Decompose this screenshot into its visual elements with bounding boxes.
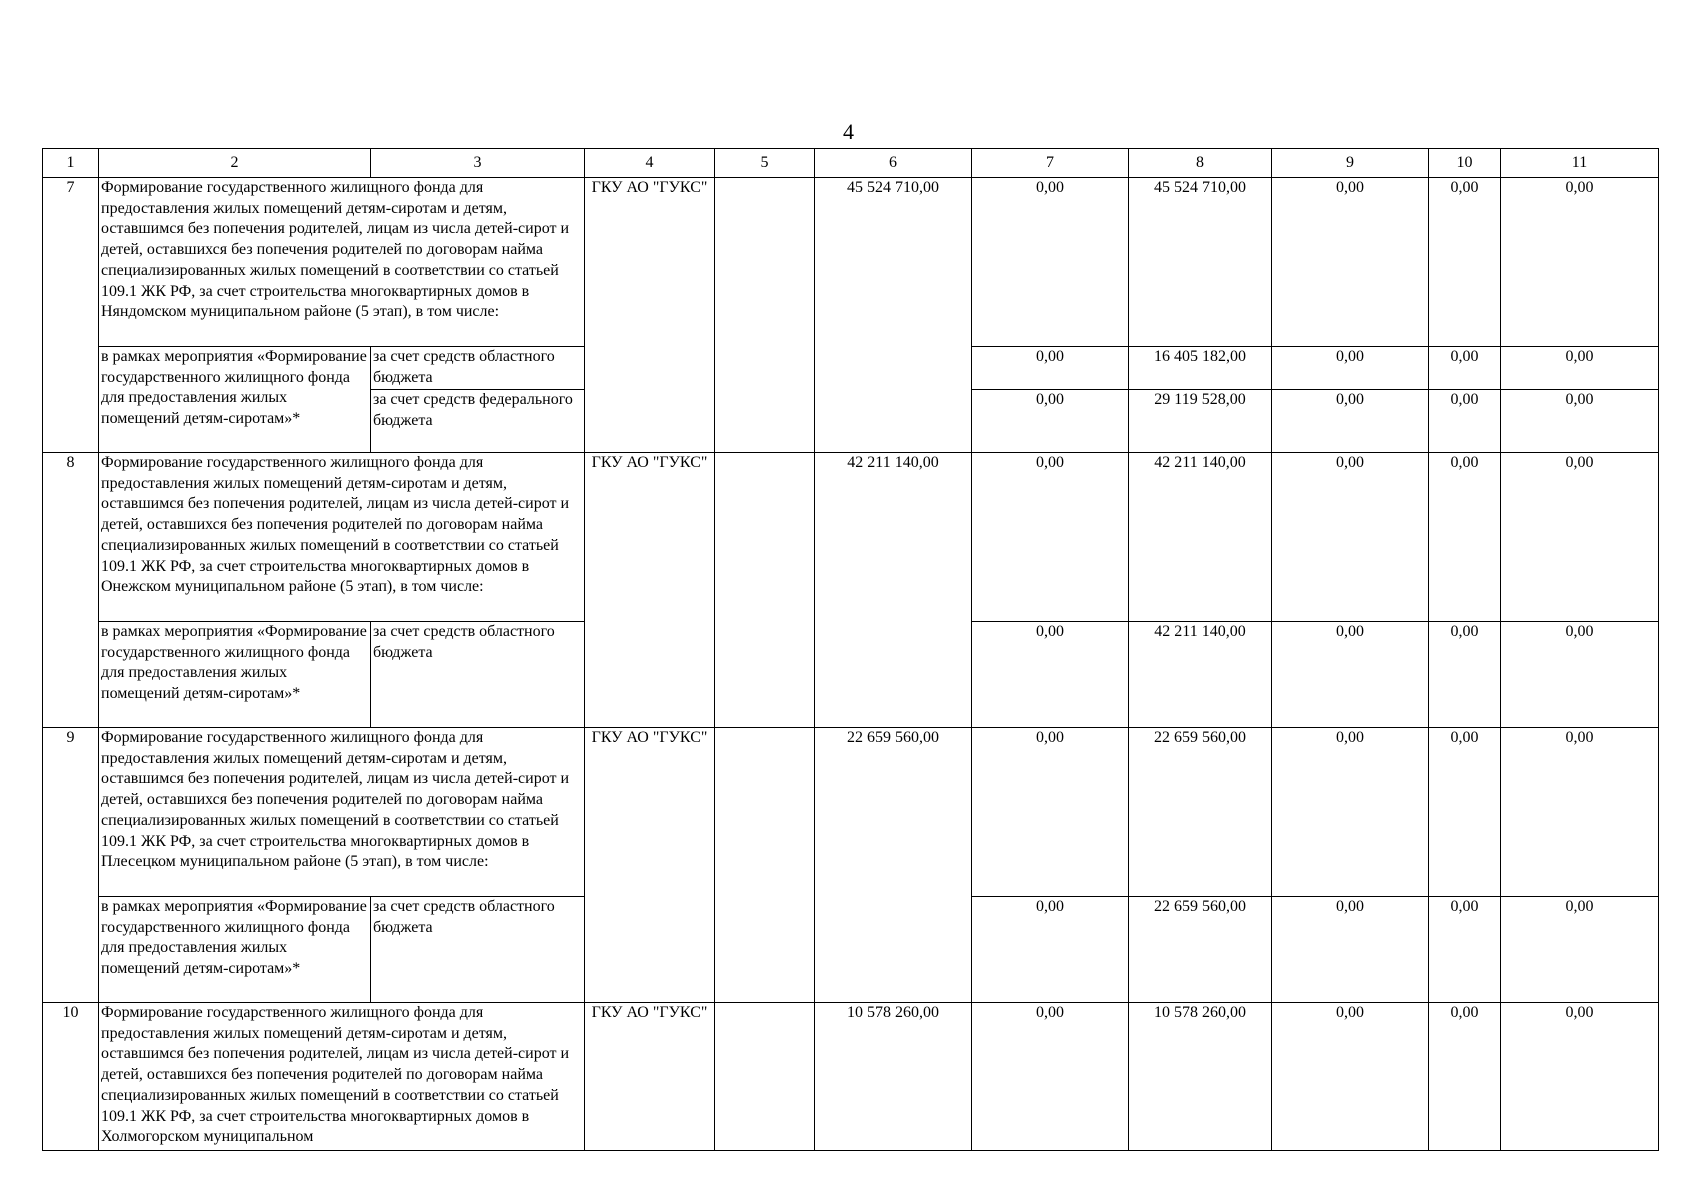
activity-name: Формирование государственного жилищного фонда для предоставления жилых помещений детям-сиротам и детям, оставшимся без попечения родителей, лицам из числа детей-сирот и детей, оставшихся без попечения родителей по договорам найма специализированных жилых помещений в соответствии со статьей 109.1 ЖК РФ, за счет строительства многоквартирных домов в Плесецком муниципальном районе (5 этап), в том числе: [99,728,585,897]
value-cell: 0,00 [1429,178,1501,347]
value-cell: 0,00 [1501,897,1659,1003]
column-header: 10 [1429,149,1501,178]
value-cell: 10 578 260,00 [1129,1003,1272,1151]
value-cell: 0,00 [1272,1003,1429,1151]
value-cell: 0,00 [1501,622,1659,728]
value-cell: 0,00 [972,347,1129,390]
row-number: 10 [43,1003,99,1151]
value-cell: 0,00 [1429,390,1501,453]
activity-name: Формирование государственного жилищного фонда для предоставления жилых помещений детям-сиротам и детям, оставшимся без попечения родителей, лицам из числа детей-сирот и детей, оставшихся без попечения родителей по договорам найма специализированных жилых помещений в соответствии со статьей 109.1 ЖК РФ, за счет строительства многоквартирных домов в Няндомском муниципальном районе (5 этап), в том числе: [99,178,585,347]
funding-source: за счет средств областного бюджета [371,897,585,1003]
total-amount: 22 659 560,00 [815,728,972,1003]
row-number: 7 [43,178,99,453]
column-5-cell [715,453,815,728]
value-cell: 0,00 [972,1003,1129,1151]
activity-name: Формирование государственного жилищного фонда для предоставления жилых помещений детям-сиротам и детям, оставшимся без попечения родителей, лицам из числа детей-сирот и детей, оставшихся без попечения родителей по договорам найма специализированных жилых помещений в соответствии со статьей 109.1 ЖК РФ, за счет строительства многоквартирных домов в Онежском муниципальном районе (5 этап), в том числе: [99,453,585,622]
value-cell: 0,00 [1429,622,1501,728]
column-header: 9 [1272,149,1429,178]
column-header-row [43,149,1659,178]
sub-activity: в рамках мероприятия «Формирование государственного жилищного фонда для предоставления жилых помещений детям-сиротам»* [99,347,371,453]
value-cell: 0,00 [1501,390,1659,453]
value-cell: 0,00 [1272,347,1429,390]
sub-activity: в рамках мероприятия «Формирование государственного жилищного фонда для предоставления жилых помещений детям-сиротам»* [99,897,371,1003]
page-number: 4 [843,119,854,144]
value-cell: 0,00 [1501,347,1659,390]
value-cell: 0,00 [1272,178,1429,347]
column-5-cell [715,728,815,1003]
value-cell: 0,00 [1501,1003,1659,1151]
column-header: 6 [815,149,972,178]
value-cell: 22 659 560,00 [1129,728,1272,897]
value-cell: 0,00 [972,453,1129,622]
row-number: 8 [43,453,99,728]
value-cell: 0,00 [972,728,1129,897]
column-5-cell [715,1003,815,1151]
column-header: 1 [43,149,99,178]
executor: ГКУ АО "ГУКС" [585,453,715,728]
funding-source: за счет средств областного бюджета [371,347,585,390]
value-cell: 0,00 [1429,897,1501,1003]
value-cell: 0,00 [972,897,1129,1003]
executor: ГКУ АО "ГУКС" [585,728,715,1003]
value-cell: 45 524 710,00 [1129,178,1272,347]
value-cell: 0,00 [1429,347,1501,390]
funding-source: за счет средств областного бюджета [371,622,585,728]
column-header: 5 [715,149,815,178]
column-header: 7 [972,149,1129,178]
column-header: 4 [585,149,715,178]
value-cell: 0,00 [1429,1003,1501,1151]
table-row [43,453,1659,622]
value-cell: 0,00 [1429,453,1501,622]
value-cell: 42 211 140,00 [1129,453,1272,622]
row-number: 9 [43,728,99,1003]
column-5-cell [715,178,815,453]
total-amount: 10 578 260,00 [815,1003,972,1151]
value-cell: 42 211 140,00 [1129,622,1272,728]
budget-table [42,148,1659,1151]
value-cell: 0,00 [1501,453,1659,622]
executor: ГКУ АО "ГУКС" [585,178,715,453]
value-cell: 16 405 182,00 [1129,347,1272,390]
table-row [43,178,1659,347]
value-cell: 0,00 [1272,453,1429,622]
value-cell: 0,00 [972,178,1129,347]
value-cell: 29 119 528,00 [1129,390,1272,453]
total-amount: 42 211 140,00 [815,453,972,728]
value-cell: 0,00 [1272,622,1429,728]
value-cell: 0,00 [1272,728,1429,897]
value-cell: 0,00 [1272,390,1429,453]
table-row [43,1003,1659,1151]
funding-source: за счет средств федерального бюджета [371,390,585,453]
sub-activity: в рамках мероприятия «Формирование государственного жилищного фонда для предоставления жилых помещений детям-сиротам»* [99,622,371,728]
total-amount: 45 524 710,00 [815,178,972,453]
value-cell: 0,00 [1429,728,1501,897]
executor: ГКУ АО "ГУКС" [585,1003,715,1151]
table-row [43,728,1659,897]
value-cell: 0,00 [1501,728,1659,897]
value-cell: 0,00 [972,390,1129,453]
column-header: 8 [1129,149,1272,178]
value-cell: 22 659 560,00 [1129,897,1272,1003]
column-header: 3 [371,149,585,178]
value-cell: 0,00 [1501,178,1659,347]
value-cell: 0,00 [972,622,1129,728]
activity-name: Формирование государственного жилищного фонда для предоставления жилых помещений детям-сиротам и детям, оставшимся без попечения родителей, лицам из числа детей-сирот и детей, оставшихся без попечения родителей по договорам найма специализированных жилых помещений в соответствии со статьей 109.1 ЖК РФ, за счет строительства многоквартирных домов в Холмогорском муниципальном [99,1003,585,1151]
column-header: 2 [99,149,371,178]
column-header: 11 [1501,149,1659,178]
value-cell: 0,00 [1272,897,1429,1003]
